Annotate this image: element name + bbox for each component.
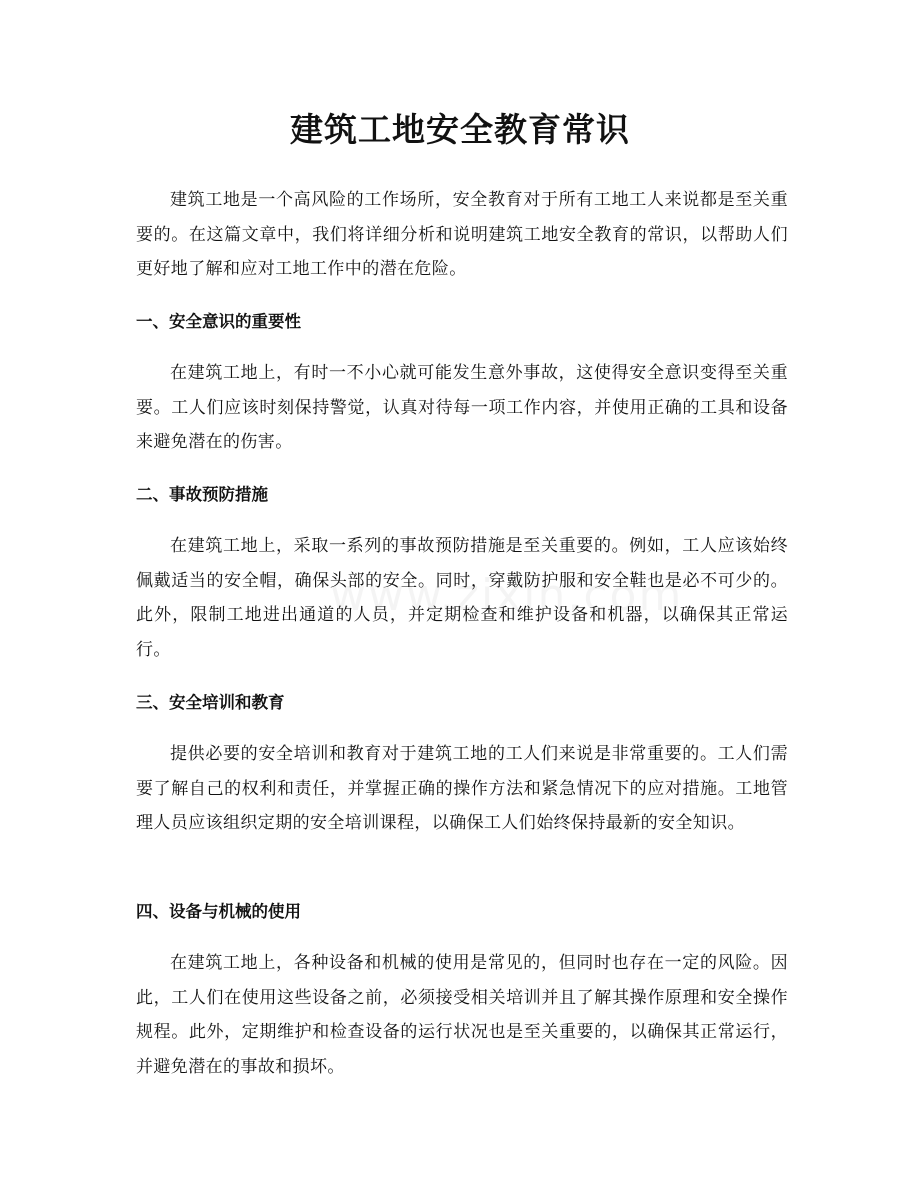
document-title: 建筑工地安全教育常识	[290, 110, 630, 149]
section-body-2: 在建筑工地上，采取一系列的事故预防措施是至关重要的。例如，工人应该始终佩戴适当的安全帽，确保头部的安全。同时，穿戴防护服和安全鞋也是必不可少的。此外，限制工地进出通道的人员，并定期检查和维护设备和机器，以确保其正常运行。	[136, 536, 788, 660]
section-heading-2: 二、事故预防措施	[136, 485, 268, 504]
section-body-1: 在建筑工地上，有时一不小心就可能发生意外事故，这使得安全意识变得至关重要。工人们应该时刻保持警觉，认真对待每一项工作内容，并使用正确的工具和设备来避免潜在的伤害。	[136, 363, 788, 452]
section-heading-1: 一、安全意识的重要性	[136, 312, 301, 331]
section-body-3: 提供必要的安全培训和教育对于建筑工地的工人们来说是非常重要的。工人们需要了解自己的权利和责任，并掌握正确的操作方法和紧急情况下的应对措施。工地管理人员应该组织定期的安全培训课程，以确保工人们始终保持最新的安全知识。	[136, 744, 788, 833]
section-body-4: 在建筑工地上，各种设备和机械的使用是常见的，但同时也存在一定的风险。因此，工人们在使用这些设备之前，必须接受相关培训并且了解其操作原理和安全操作规程。此外，定期维护和检查设备的运行状况也是至关重要的，以确保其正常运行，并避免潜在的事故和损坏。	[136, 953, 788, 1077]
section-heading-3: 三、安全培训和教育	[136, 693, 285, 712]
section-heading-4: 四、设备与机械的使用	[136, 902, 301, 921]
intro-paragraph: 建筑工地是一个高风险的工作场所，安全教育对于所有工地工人来说都是至关重要的。在这篇文章中，我们将详细分析和说明建筑工地安全教育的常识，以帮助人们更好地了解和应对工地工作中的潜在危险。	[136, 190, 788, 279]
